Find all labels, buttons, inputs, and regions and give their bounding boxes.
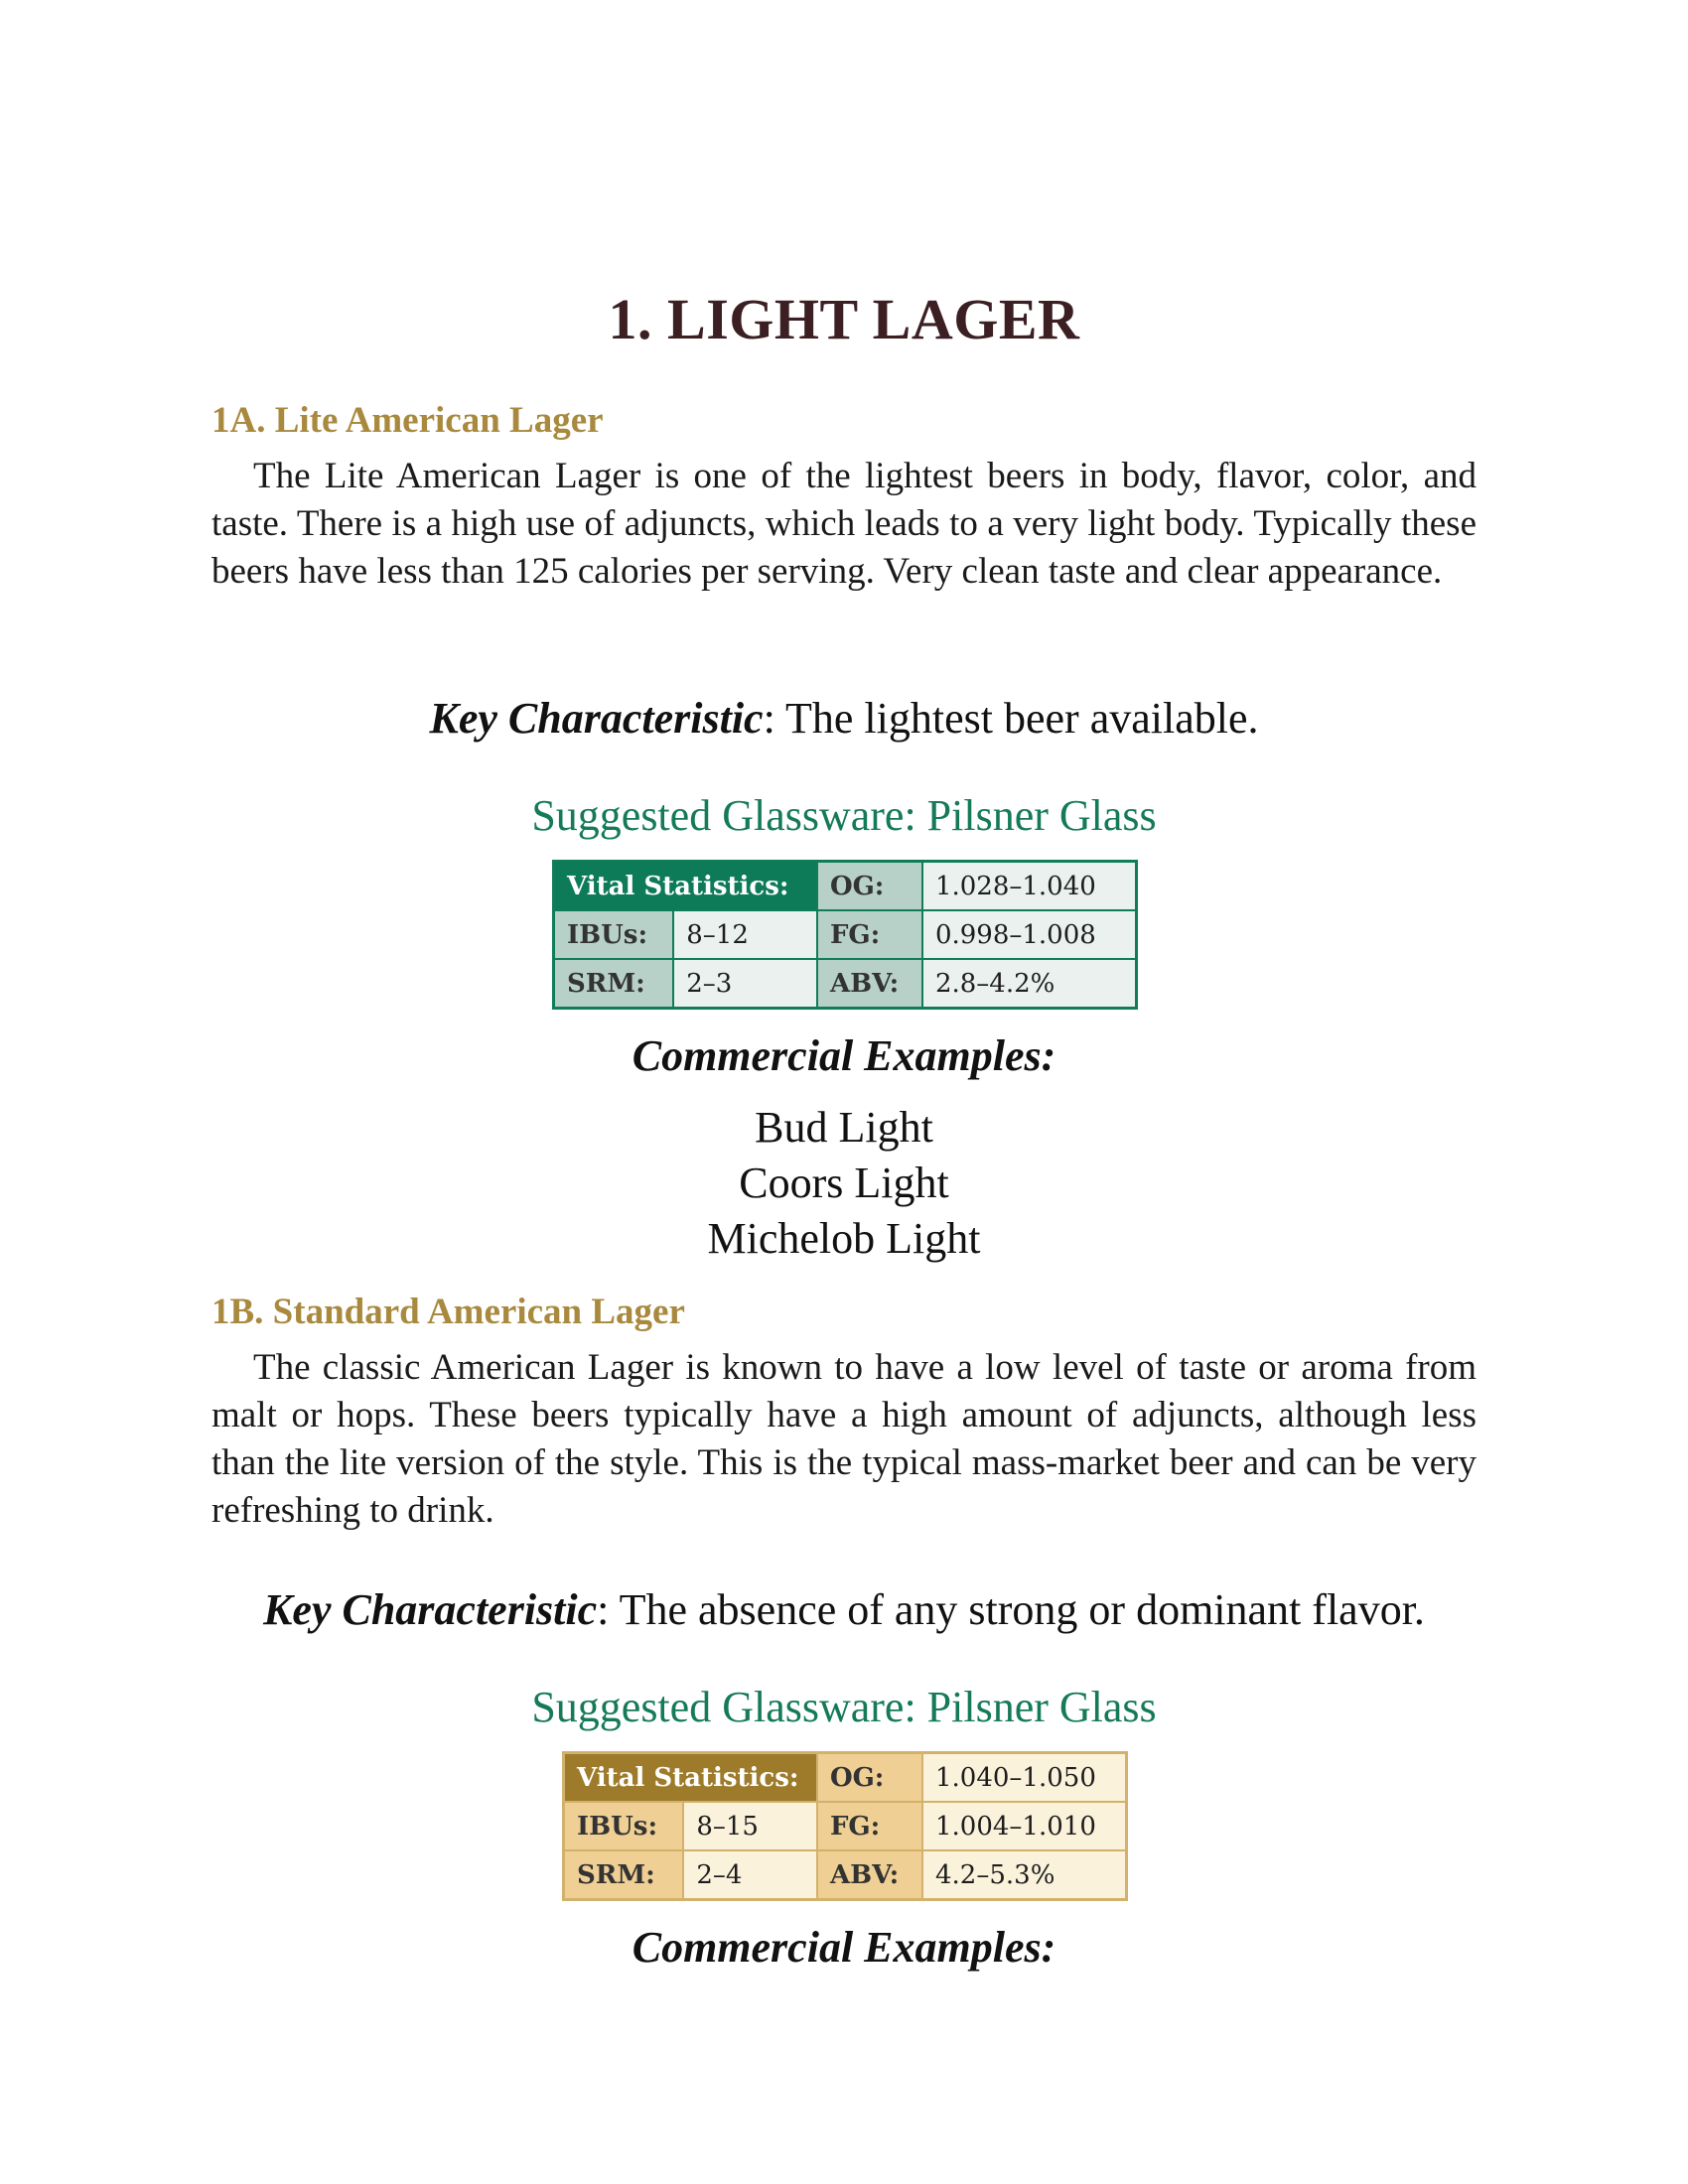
commercial-examples-heading-1b: Commercial Examples:: [632, 1923, 1056, 1972]
section-description-1a: The Lite American Lager is one of the lightest beers in body, flavor, color, and taste. There is a high use of adjuncts, which leads to a very light body. Typically these beers have less than 125 calories per serving. Very clean taste and clear appearance.: [211, 456, 1477, 592]
abv-label: ABV:: [817, 1850, 922, 1900]
key-characteristic-label: Key Characteristic: [263, 1585, 598, 1634]
glassware-1a: Suggested Glassware: Pilsner Glass: [531, 791, 1157, 840]
commercial-examples-heading-1a: Commercial Examples:: [632, 1031, 1056, 1080]
ibus-label: IBUs:: [564, 1802, 684, 1850]
vital-statistics-header: Vital Statistics:: [564, 1753, 817, 1803]
og-label: OG:: [817, 1753, 922, 1803]
vital-statistics-header: Vital Statistics:: [554, 862, 817, 911]
srm-label: SRM:: [554, 959, 674, 1009]
ibus-value: 8–12: [673, 910, 817, 959]
fg-value: 1.004–1.010: [922, 1802, 1127, 1850]
og-value: 1.028–1.040: [922, 862, 1137, 911]
srm-label: SRM:: [564, 1850, 684, 1900]
glassware-1b: Suggested Glassware: Pilsner Glass: [531, 1683, 1157, 1731]
key-characteristic-1a: [0, 693, 1688, 744]
list-item: Michelob Light: [707, 1214, 981, 1263]
ibus-value: 8–15: [683, 1802, 817, 1850]
srm-value: 2–3: [673, 959, 817, 1009]
vital-statistics-table-1b: [562, 1751, 1128, 1901]
commercial-examples-list-1a: [0, 1100, 1688, 1267]
og-value: 1.040–1.050: [922, 1753, 1127, 1803]
og-label: OG:: [817, 862, 922, 911]
list-item: Bud Light: [755, 1103, 933, 1152]
abv-value: 2.8–4.2%: [922, 959, 1137, 1009]
section-description-1b: The classic American Lager is known to have a low level of taste or aroma from malt or hops. These beers typically have a high amount of adjuncts, although less than the lite version of the style. This is the typical mass-market beer and can be very refreshing to drink.: [211, 1347, 1477, 1531]
ibus-label: IBUs:: [554, 910, 674, 959]
fg-label: FG:: [817, 1802, 922, 1850]
list-item: Coors Light: [739, 1159, 949, 1207]
key-characteristic-1b: [0, 1584, 1688, 1635]
abv-label: ABV:: [817, 959, 922, 1009]
abv-value: 4.2–5.3%: [922, 1850, 1127, 1900]
srm-value: 2–4: [683, 1850, 817, 1900]
section-heading-1a: 1A. Lite American Lager: [211, 400, 604, 441]
key-characteristic-text: : The absence of any strong or dominant flavor.: [597, 1585, 1425, 1634]
vital-statistics-table-1a: [552, 860, 1138, 1010]
fg-value: 0.998–1.008: [922, 910, 1137, 959]
key-characteristic-label: Key Characteristic: [429, 694, 764, 743]
page-title: 1. LIGHT LAGER: [608, 287, 1080, 351]
key-characteristic-text: : The lightest beer available.: [763, 694, 1259, 743]
section-heading-1b: 1B. Standard American Lager: [211, 1292, 685, 1332]
fg-label: FG:: [817, 910, 922, 959]
